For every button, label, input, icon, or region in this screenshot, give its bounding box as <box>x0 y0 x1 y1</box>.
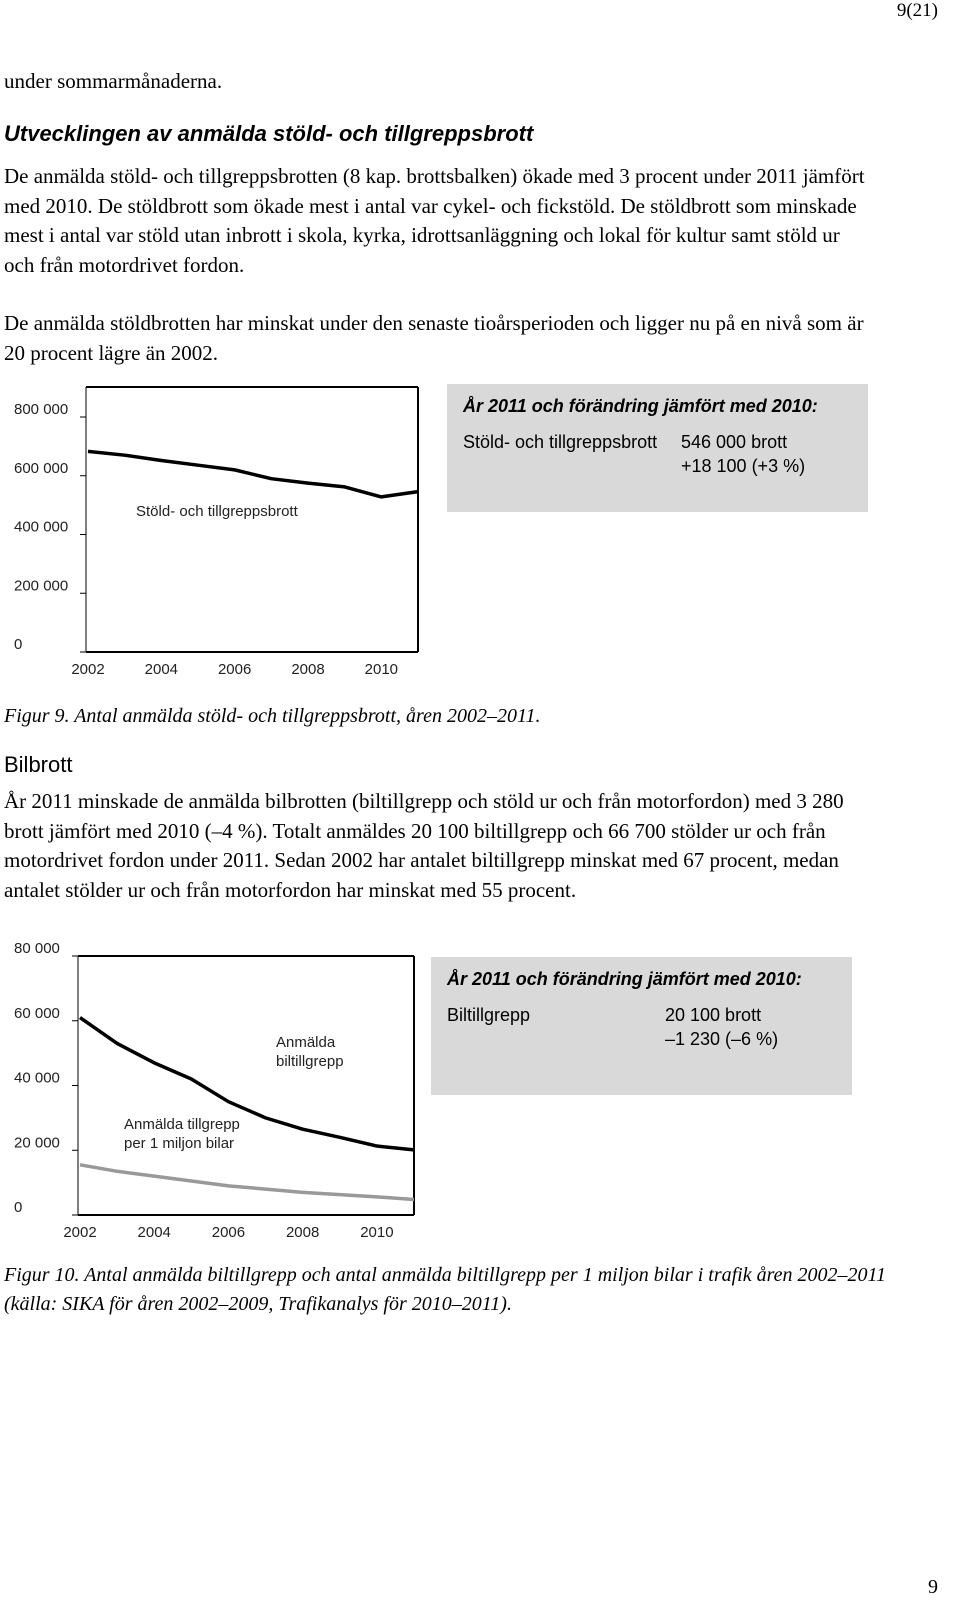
infobox-theft-value-1: 546 000 brott <box>681 432 788 452</box>
section-heading-car: Bilbrott <box>4 752 73 777</box>
paragraph-theft-1: De anmälda stöld- och tillgreppsbrotten (8 kap. brottsbalken) ökade med 3 procent under 2011 jämfört med 2010. De stöldbrott som ökade mest i antal var cykel- och fickstöld. De stöldbrott som minskade mest i antal var stöld utan inbrott i skola, kyrka, idrottsanläggning och lokal för kultur samt stöld ur och från motordrivet fordon. <box>4 164 865 277</box>
figure10-chart <box>0 940 440 1250</box>
series-line-0 <box>88 451 418 497</box>
page-number: 9 <box>928 1576 938 1598</box>
infobox-car-value-1: 20 100 brott <box>665 1005 762 1025</box>
x-tick-label: 2002 <box>71 661 105 678</box>
infobox-car <box>431 957 852 1095</box>
annotation-1-line-1: per 1 miljon bilar <box>124 1135 235 1152</box>
figure10-caption: Figur 10. Antal anmälda biltillgrepp och antal anmälda biltillgrepp per 1 miljon bilar i trafik åren 2002–2011 (källa: SIKA för åren 2002–2009, Trafikanalys för 2010–2011). <box>4 1264 887 1315</box>
infobox-car-title: År 2011 och förändring jämfört med 2010: <box>447 969 802 989</box>
x-tick-label: 2008 <box>291 661 325 678</box>
x-tick-label: 2010 <box>360 1224 394 1241</box>
series-line-1 <box>80 1165 414 1200</box>
x-tick-label: 2004 <box>144 661 179 678</box>
y-tick-label: 600 000 <box>14 459 69 477</box>
figure9-caption: Figur 9. Antal anmälda stöld- och tillgreppsbrott, åren 2002–2011. <box>4 705 541 727</box>
y-tick-label: 80 000 <box>14 940 60 957</box>
annotation-0-line-1: biltillgrepp <box>276 1053 344 1070</box>
x-tick-label: 2006 <box>217 661 252 678</box>
infobox-car-value-2: –1 230 (–6 %) <box>665 1029 779 1049</box>
annotation-0-line-0: Anmälda <box>276 1034 336 1051</box>
page-ref: 9(21) <box>896 0 938 21</box>
intro-fragment: under sommarmånaderna. <box>4 69 223 93</box>
paragraph-theft-2: De anmälda stöldbrotten har minskat under den senaste tioårsperioden och ligger nu på en nivå som är 20 procent lägre än 2002. <box>4 311 864 365</box>
x-tick-label: 2010 <box>364 661 399 678</box>
y-tick-label: 40 000 <box>14 1069 60 1087</box>
x-tick-label: 2002 <box>63 1224 97 1241</box>
annotation-1-line-0: Anmälda tillgrepp <box>124 1116 240 1133</box>
series-label-theft: Stöld- och tillgreppsbrott <box>136 503 298 520</box>
section-heading-theft: Utvecklingen av anmälda stöld- och tillgreppsbrott <box>4 121 534 146</box>
x-tick-label: 2008 <box>285 1224 320 1241</box>
y-tick-label: 0 <box>14 636 23 653</box>
infobox-theft-label: Stöld- och tillgreppsbrott <box>463 432 658 452</box>
infobox-theft <box>447 384 868 512</box>
paragraph-car: År 2011 minskade de anmälda bilbrotten (biltillgrepp och stöld ur och från motorfordon) med 3 280 brott jämfört med 2010 (–4 %). Totalt anmäldes 20 100 biltillgrepp och 66 700 stölder ur och från motordrivet fordon under 2011. Sedan 2002 har antalet biltillgrepp minskat med 67 procent, medan antalet stölder ur och från motorfordon har minskat med 55 procent. <box>4 789 844 902</box>
y-tick-label: 60 000 <box>14 1004 60 1022</box>
y-tick-label: 800 000 <box>14 401 69 418</box>
infobox-theft-value-2: +18 100 (+3 %) <box>681 456 806 476</box>
y-tick-label: 20 000 <box>14 1134 60 1152</box>
x-tick-label: 2006 <box>211 1224 246 1241</box>
figure9-chart <box>0 382 440 692</box>
y-tick-label: 0 <box>14 1199 23 1216</box>
infobox-theft-title: År 2011 och förändring jämfört med 2010: <box>463 396 818 416</box>
infobox-car-label: Biltillgrepp <box>447 1005 531 1025</box>
y-tick-label: 400 000 <box>14 518 69 536</box>
y-tick-label: 200 000 <box>14 577 69 595</box>
x-tick-label: 2004 <box>137 1224 171 1241</box>
